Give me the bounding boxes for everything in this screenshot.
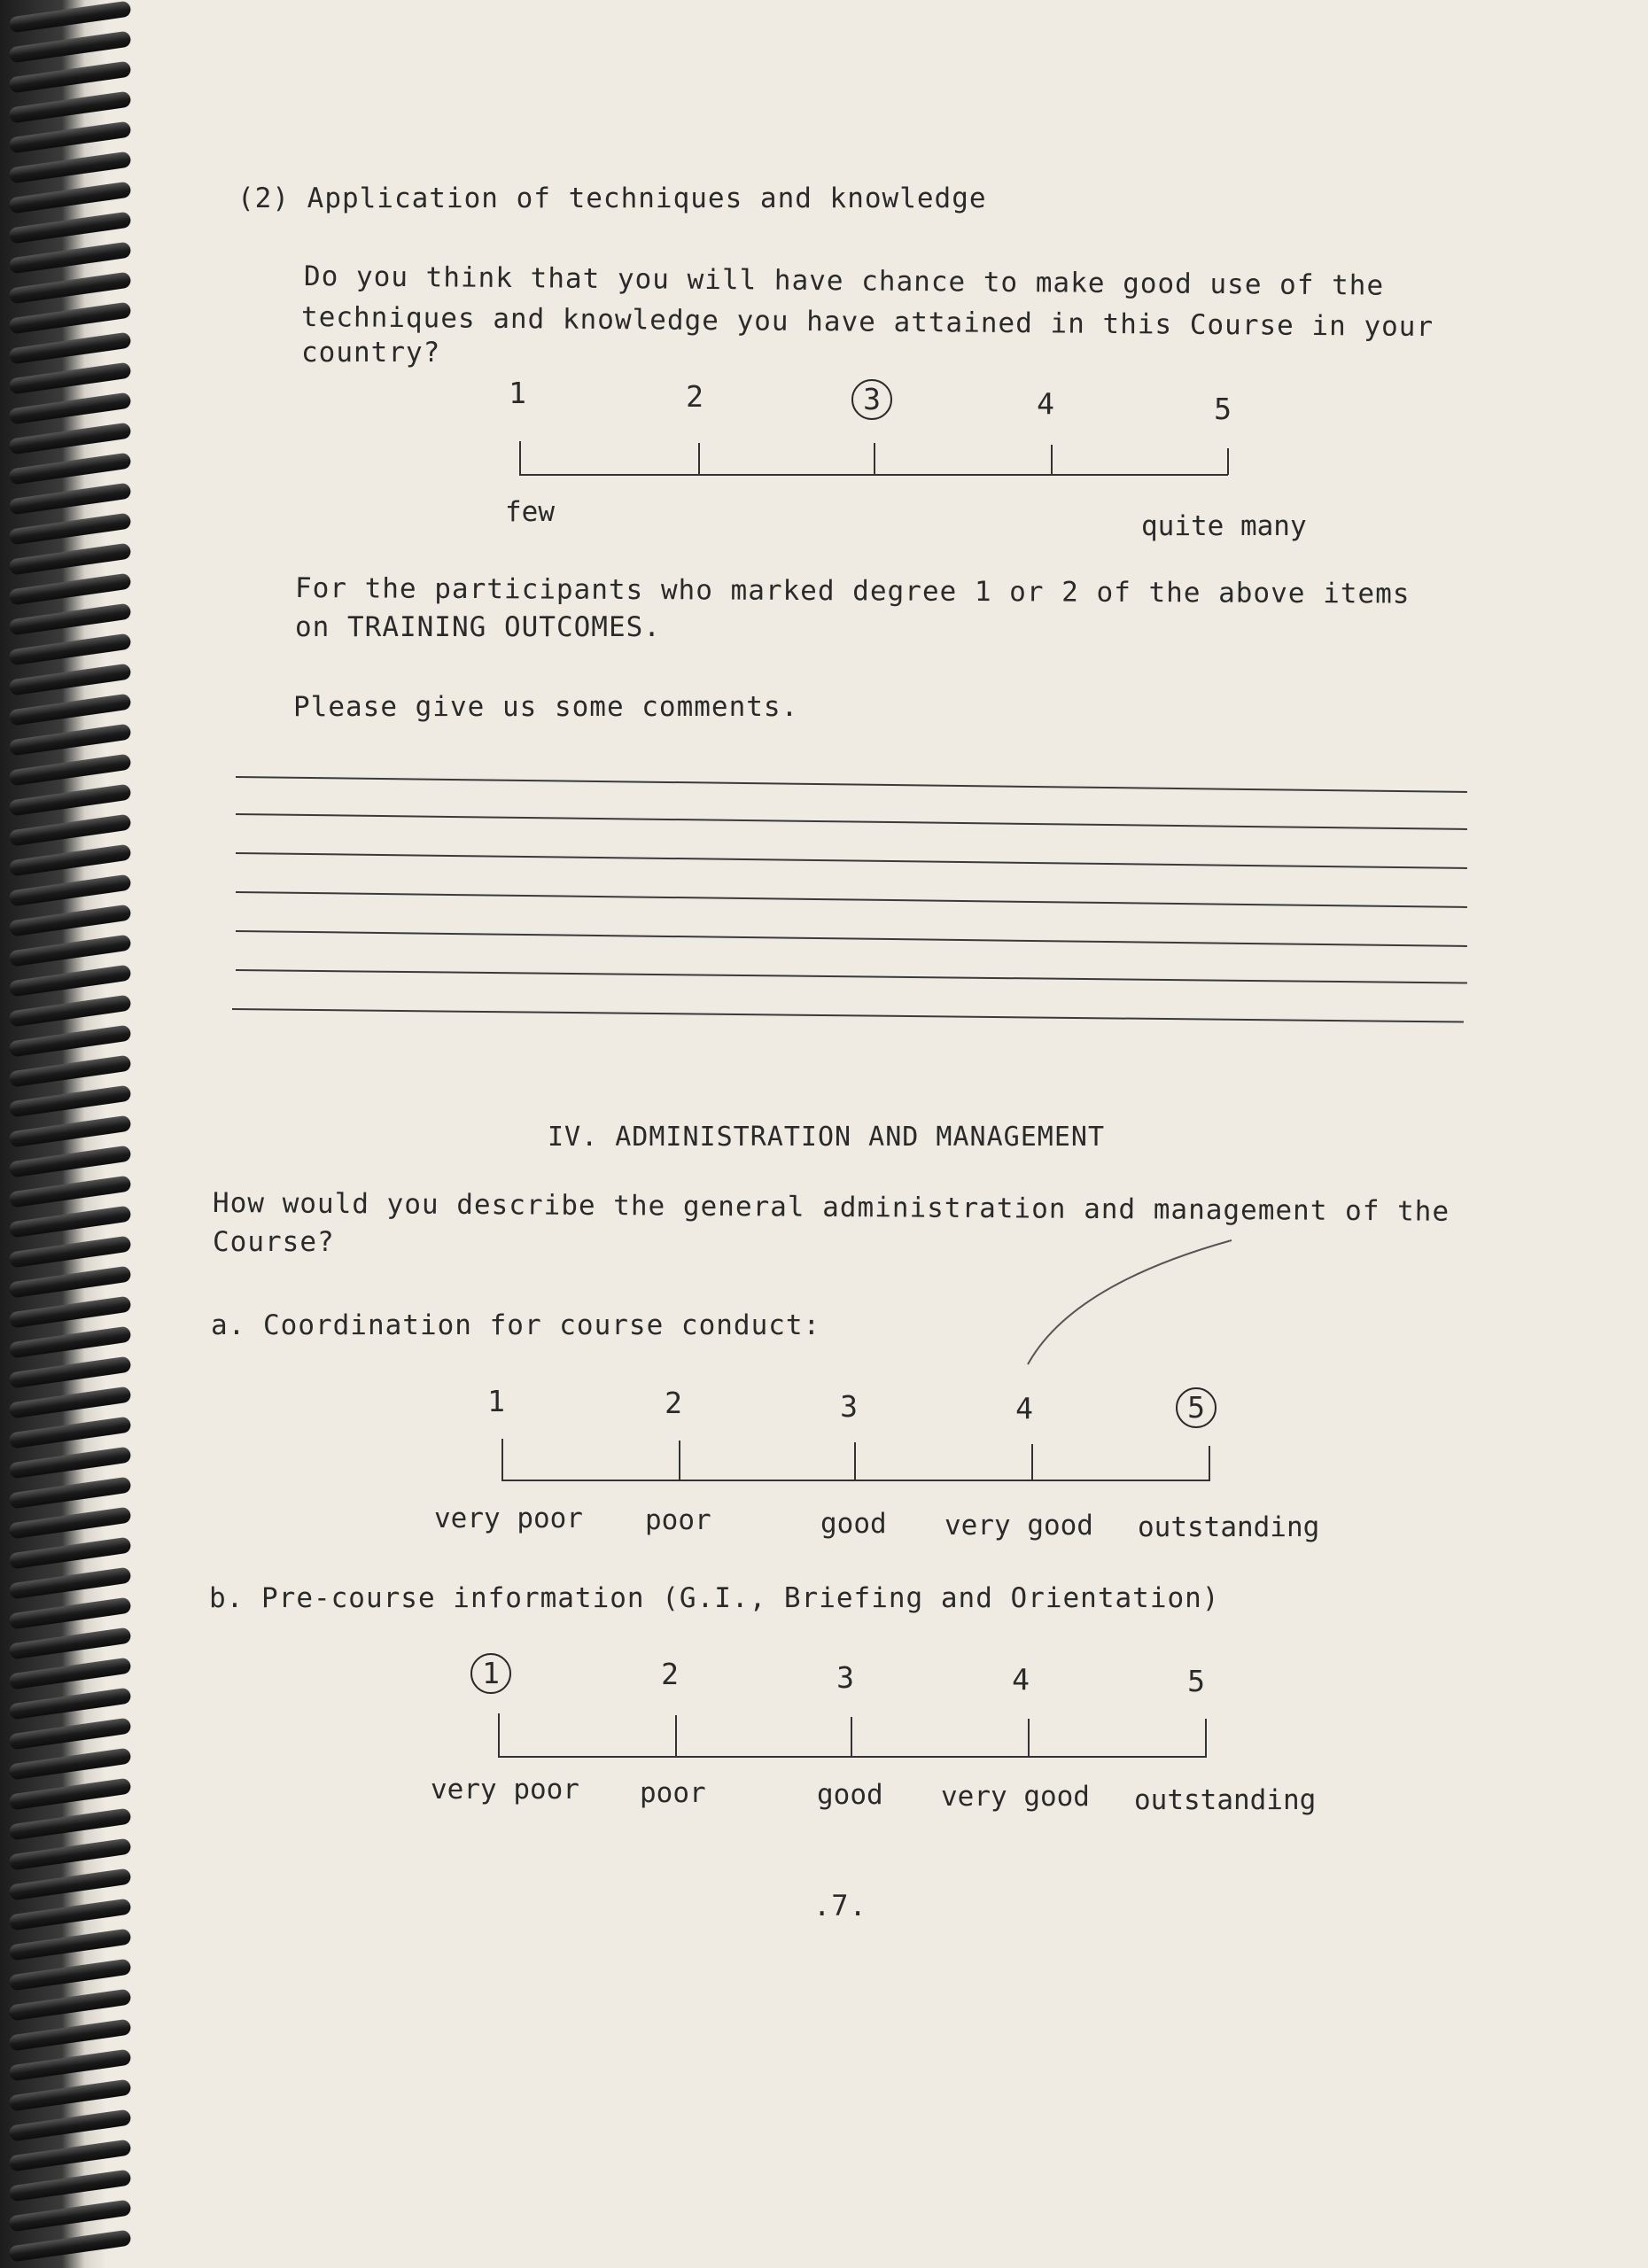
scale-number-2[interactable]: 2 (686, 379, 704, 414)
scale-tick-5 (1227, 448, 1229, 475)
binding-coil (8, 1476, 131, 1509)
scale-a-label-very-poor: very poor (434, 1503, 583, 1534)
scale-number-5[interactable]: 5 (1214, 392, 1232, 426)
binding-coil (8, 783, 131, 816)
binding-coil (8, 2018, 131, 2051)
binding-coil (8, 1355, 131, 1388)
scale-b-number-4[interactable]: 4 (1012, 1662, 1030, 1697)
binding-coil (8, 964, 131, 997)
spiral-binding (0, 0, 106, 2268)
scale-b-number-1-selected[interactable] (461, 1653, 514, 1694)
scale-b-tick-5 (1205, 1719, 1207, 1756)
scale-a-label-good: good (820, 1508, 887, 1540)
binding-coil (8, 904, 131, 936)
scale-a-line (501, 1480, 1210, 1481)
binding-coil (8, 1145, 131, 1177)
scale-tick-1 (519, 441, 521, 475)
binding-coil (8, 60, 131, 93)
binding-coil (8, 753, 131, 786)
scale-b-label-very-good: very good (941, 1781, 1090, 1813)
binding-coil (8, 1837, 131, 1870)
scale-b-number-5[interactable]: 5 (1187, 1664, 1205, 1698)
scale-b-tick-4 (1028, 1719, 1030, 1756)
binding-coil (8, 602, 131, 635)
binding-coil (8, 1325, 131, 1358)
binding-coil (8, 1265, 131, 1298)
scale-number-3-selected[interactable] (842, 379, 895, 420)
binding-coil (8, 1958, 131, 1991)
scale-a-number-5-selected[interactable] (1166, 1387, 1219, 1428)
binding-coil (8, 241, 131, 274)
binding-coil (8, 151, 131, 183)
comment-line-3 (236, 852, 1467, 869)
binding-coil (8, 271, 131, 304)
binding-coil (8, 1777, 131, 1810)
binding-coil (8, 874, 131, 906)
binding-coil (8, 1596, 131, 1629)
binding-coil (8, 1988, 131, 2021)
binding-coil (8, 90, 131, 123)
scale-a-tick-5 (1209, 1446, 1210, 1480)
binding-coil (8, 1536, 131, 1569)
binding-coil (8, 1687, 131, 1720)
binding-coil (8, 542, 131, 575)
binding-coil (8, 482, 131, 515)
binding-coil (8, 0, 131, 33)
binding-coil (8, 1506, 131, 1539)
scale-b-tick-2 (675, 1715, 677, 1756)
scale-a-tick-2 (679, 1441, 680, 1480)
binding-coil (8, 1175, 131, 1208)
admin-question-line-1: How would you describe the general administration and management of the (212, 1187, 1450, 1228)
scale-b-number-2[interactable]: 2 (661, 1657, 679, 1691)
scale-b-number-3[interactable]: 3 (836, 1660, 854, 1695)
binding-coil (8, 843, 131, 876)
comment-line-2 (236, 813, 1467, 830)
binding-coil (8, 181, 131, 214)
binding-coil (8, 1235, 131, 1268)
question-line-2: techniques and knowledge you have attained in this Course in your (300, 301, 1434, 344)
binding-coil (8, 1084, 131, 1117)
selected-circle: 3 (851, 379, 892, 420)
question-line-1: Do you think that you will have chance to make good use of the (303, 260, 1385, 302)
section-heading-application: (2) Application of techniques and knowledge (237, 183, 987, 214)
scale-b-label-poor: poor (640, 1777, 706, 1809)
binding-coil (8, 301, 131, 334)
binding-coil (8, 512, 131, 545)
scale-a-number-1[interactable]: 1 (487, 1384, 505, 1418)
scale-tick-2 (698, 443, 700, 475)
binding-coil (8, 693, 131, 726)
binding-coil (8, 1717, 131, 1750)
binding-coil (8, 392, 131, 424)
scale-number-1[interactable]: 1 (509, 376, 526, 410)
selected-circle: 1 (470, 1653, 511, 1694)
scale-a-tick-4 (1031, 1444, 1033, 1480)
binding-coil (8, 1386, 131, 1418)
scale-label-few: few (505, 496, 555, 528)
question-line-3: country? (301, 337, 441, 369)
comment-line-4 (236, 891, 1467, 908)
scale-tick-3 (874, 443, 875, 475)
binding-coil (8, 1054, 131, 1087)
selected-circle: 5 (1176, 1387, 1217, 1428)
binding-coil (8, 2048, 131, 2081)
binding-coil (8, 1898, 131, 1930)
page-number: .7. (813, 1889, 867, 1922)
scale-a-tick-1 (501, 1439, 503, 1480)
binding-coil (8, 994, 131, 1027)
binding-coil (8, 934, 131, 967)
binding-coil (8, 331, 131, 364)
binding-coil (8, 1416, 131, 1449)
binding-coil (8, 1747, 131, 1780)
comment-line-6 (236, 969, 1467, 984)
binding-coil (8, 1115, 131, 1147)
section-heading-administration: IV. ADMINISTRATION AND MANAGEMENT (548, 1122, 1106, 1153)
binding-coil (8, 1446, 131, 1479)
binding-coil (8, 1024, 131, 1057)
scale-b-label-good: good (817, 1779, 883, 1811)
binding-coil (8, 2229, 131, 2262)
comment-prompt: Please give us some comments. (293, 691, 799, 723)
item-a-label: a. Coordination for course conduct: (211, 1309, 821, 1341)
scale-a-label-outstanding: outstanding (1138, 1511, 1320, 1543)
scale-b-label-outstanding: outstanding (1134, 1784, 1317, 1816)
binding-coil (8, 30, 131, 63)
binding-coil (8, 422, 131, 454)
scale-label-quite-many: quite many (1141, 510, 1307, 542)
comment-line-1 (236, 776, 1467, 793)
binding-coil (8, 1657, 131, 1689)
note-line-2: on TRAINING OUTCOMES. (295, 611, 661, 643)
binding-coil (8, 2078, 131, 2111)
binding-coil (8, 1807, 131, 1840)
comment-line-5 (236, 930, 1467, 947)
binding-coil (8, 663, 131, 695)
binding-coil (8, 1868, 131, 1900)
scale-a-number-4[interactable]: 4 (1015, 1391, 1033, 1425)
scale-b-tick-3 (851, 1717, 852, 1756)
binding-coil (8, 813, 131, 846)
scale-a-number-3[interactable]: 3 (840, 1389, 858, 1424)
scale-a-label-poor: poor (645, 1504, 711, 1536)
scale-b-tick-1 (498, 1713, 500, 1756)
scale-b-label-very-poor: very poor (431, 1774, 579, 1806)
admin-question-line-2: Course? (213, 1226, 335, 1258)
scale-b-line (498, 1756, 1207, 1758)
binding-coil (8, 2199, 131, 2232)
binding-coil (8, 2169, 131, 2202)
binding-coil (8, 1205, 131, 1238)
note-line-1: For the participants who marked degree 1 or 2 of the above items (294, 572, 1411, 610)
binding-coil (8, 723, 131, 756)
binding-coil (8, 572, 131, 605)
scale-a-tick-3 (854, 1442, 856, 1480)
binding-coil (8, 1928, 131, 1961)
scale-tick-4 (1051, 445, 1053, 475)
binding-coil (8, 1566, 131, 1599)
binding-coil (8, 1627, 131, 1659)
binding-coil (8, 120, 131, 153)
binding-coil (8, 361, 131, 394)
binding-coil (8, 2139, 131, 2171)
binding-coil (8, 633, 131, 665)
pen-stroke (1019, 1231, 1249, 1373)
comment-line-7 (232, 1008, 1464, 1023)
scale-number-4[interactable]: 4 (1037, 386, 1054, 421)
binding-coil (8, 2109, 131, 2141)
binding-coil (8, 452, 131, 485)
binding-coil (8, 211, 131, 244)
item-b-label: b. Pre-course information (G.I., Briefing and Orientation) (209, 1582, 1220, 1614)
scale-a-number-2[interactable]: 2 (665, 1386, 682, 1420)
scale-a-label-very-good: very good (944, 1510, 1093, 1542)
binding-coil (8, 1295, 131, 1328)
